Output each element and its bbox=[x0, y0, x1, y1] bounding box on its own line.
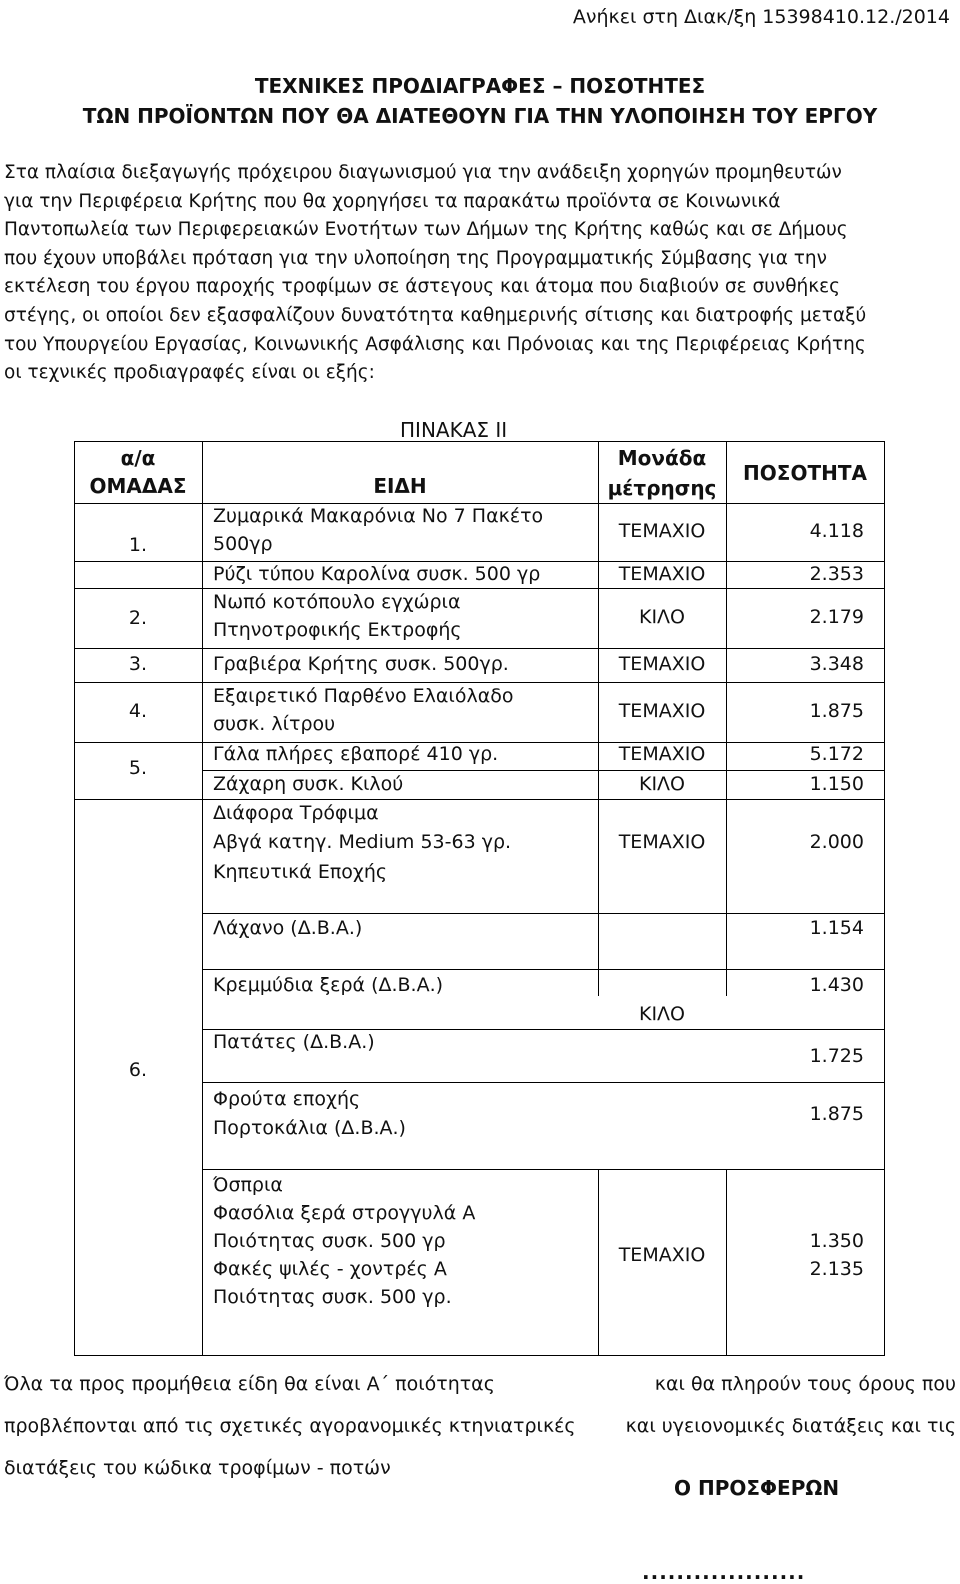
item-quantity: 2.353 bbox=[809, 563, 864, 585]
title-line-2: ΤΩΝ ΠΡΟΪΟΝΤΩΝ ΠΟΥ ΘΑ ΔΙΑΤΕΘΟΥΝ ΓΙΑ ΤΗΝ ΥΛΟΠΟΙΗΣΗ ΤΟΥ ΕΡΓΟΥ bbox=[82, 104, 878, 128]
section-heading: Διάφορα Τρόφιμα bbox=[213, 802, 379, 824]
section-heading: Όσπρια bbox=[213, 1174, 283, 1196]
intro-line: που έχουν υποβάλει πρόταση για την υλοποίηση της Προγραμματικής Σύμβασης για την bbox=[4, 247, 827, 269]
footer-line-1 bbox=[4, 1373, 956, 1395]
intro-line: οι τεχνικές προδιαγραφές είναι οι εξής: bbox=[4, 362, 375, 384]
group-number: 2. bbox=[128, 607, 148, 629]
item-quantity: 1.875 bbox=[809, 700, 864, 722]
item-name: Ζάχαρη συσκ. Κιλού bbox=[213, 773, 404, 795]
group-number: 4. bbox=[128, 700, 148, 722]
item-quantity: 2.135 bbox=[809, 1258, 864, 1280]
header-unit: Μονάδα bbox=[617, 446, 707, 470]
item-quantity: 1.725 bbox=[809, 1045, 864, 1067]
footer-text: και υγειονομικές διατάξεις και τις bbox=[625, 1415, 956, 1437]
item-name: Πτηνοτροφικής Εκτροφής bbox=[213, 619, 462, 641]
item-name: συσκ. λίτρου bbox=[213, 713, 336, 735]
item-quantity: 1.150 bbox=[809, 773, 864, 795]
item-name: Λάχανο (Δ.Β.Α.) bbox=[213, 917, 363, 939]
item-quantity: 3.348 bbox=[809, 653, 864, 675]
item-unit: ΤΕΜΑΧΙΟ bbox=[618, 1244, 706, 1266]
column-divider bbox=[726, 1169, 727, 1356]
item-unit: ΤΕΜΑΧΙΟ bbox=[618, 653, 706, 675]
item-unit: ΤΕΜΑΧΙΟ bbox=[618, 563, 706, 585]
item-name: Εξαιρετικό Παρθένο Ελαιόλαδο bbox=[213, 685, 514, 707]
signature-line: ................... bbox=[642, 1560, 806, 1584]
table-border-bottom bbox=[74, 1355, 884, 1356]
item-unit: ΤΕΜΑΧΙΟ bbox=[618, 520, 706, 542]
item-unit: ΚΙΛΟ bbox=[638, 1003, 685, 1025]
table-border-right bbox=[884, 441, 885, 1356]
footer-text: προβλέπονται από τις σχετικές αγορανομικές κτηνιατρικές bbox=[4, 1415, 576, 1437]
row-divider bbox=[74, 588, 884, 589]
item-name: Ποιότητας συσκ. 500 γρ. bbox=[213, 1286, 452, 1308]
table-border-left bbox=[74, 441, 75, 1356]
item-name: Γραβιέρα Κρήτης συσκ. 500γρ. bbox=[213, 653, 509, 675]
item-name: Πορτοκάλια (Δ.Β.Α.) bbox=[213, 1117, 406, 1139]
group-number: 1. bbox=[128, 534, 148, 556]
row-divider bbox=[202, 969, 884, 970]
item-quantity: 5.172 bbox=[809, 743, 864, 765]
intro-line: στέγης, οι οποίοι δεν εξασφαλίζουν δυνατότητα καθημερινής σίτισης και διατροφής μεταξύ bbox=[4, 304, 867, 326]
item-quantity: 1.430 bbox=[809, 974, 864, 996]
column-divider bbox=[202, 441, 203, 1356]
header-aa: α/α bbox=[120, 446, 156, 470]
signer-label: Ο ΠΡΟΣΦΕΡΩΝ bbox=[674, 1476, 840, 1500]
item-quantity: 2.000 bbox=[809, 831, 864, 853]
item-quantity: 1.154 bbox=[809, 917, 864, 939]
item-unit: ΤΕΜΑΧΙΟ bbox=[618, 743, 706, 765]
products-table bbox=[74, 441, 884, 1356]
item-name: Φρούτα εποχής bbox=[213, 1088, 361, 1110]
item-name: Φασόλια ξερά στρογγυλά Α bbox=[213, 1202, 476, 1224]
header-quantity: ΠΟΣΟΤΗΤΑ bbox=[743, 461, 867, 485]
title-line-1: ΤΕΧΝΙΚΕΣ ΠΡΟΔΙΑΓΡΑΦΕΣ – ΠΟΣΟΤΗΤΕΣ bbox=[254, 74, 706, 98]
row-divider bbox=[74, 648, 884, 649]
item-quantity: 1.350 bbox=[809, 1230, 864, 1252]
item-quantity: 4.118 bbox=[809, 520, 864, 542]
header-items: ΕΙΔΗ bbox=[373, 474, 427, 498]
document-reference: Ανήκει στη Διακ/ξη 15398410.12./2014 bbox=[572, 6, 950, 28]
group-number: 6. bbox=[128, 1059, 148, 1081]
item-name: Αβγά κατηγ. Medium 53-63 γρ. bbox=[213, 831, 512, 853]
item-name: Πατάτες (Δ.Β.Α.) bbox=[213, 1031, 375, 1053]
item-name: Ρύζι τύπου Καρολίνα συσκ. 500 γρ bbox=[213, 563, 541, 585]
row-divider bbox=[202, 1169, 884, 1170]
row-divider bbox=[202, 1082, 884, 1083]
footer-line-3: διατάξεις του κώδικα τροφίμων - ποτών bbox=[4, 1457, 391, 1479]
header-group: ΟΜΑΔΑΣ bbox=[89, 474, 187, 498]
intro-line: του Υπουργείου Εργασίας, Κοινωνικής Ασφάλισης και Πρόνοιας και της Περιφέρειας Κρήτης bbox=[4, 333, 866, 355]
item-unit: ΤΕΜΑΧΙΟ bbox=[618, 700, 706, 722]
footer-line-2 bbox=[4, 1415, 956, 1437]
item-name: Φακές ψιλές - χοντρές Α bbox=[213, 1258, 447, 1280]
group-number: 5. bbox=[128, 757, 148, 779]
intro-line: Παντοπωλεία των Περιφερειακών Ενοτήτων των Δήμων της Κρήτης καθώς και σε Δήμους bbox=[4, 219, 848, 241]
item-name: Γάλα πλήρες εβαπορέ 410 γρ. bbox=[213, 743, 499, 765]
intro-line: Στα πλαίσια διεξαγωγής πρόχειρου διαγωνισμού για την ανάδειξη χορηγών προμηθευτών bbox=[4, 162, 842, 183]
table-name: ΠΙΝΑΚΑΣ ΙΙ bbox=[400, 418, 508, 442]
intro-paragraph bbox=[4, 159, 956, 388]
intro-line: εκτέλεση του έργου παροχής τροφίμων σε άστεγους και άτομα που διαβιούν σε συνθήκες bbox=[4, 276, 841, 298]
item-name: Ποιότητας συσκ. 500 γρ bbox=[213, 1230, 446, 1252]
row-divider bbox=[74, 441, 884, 442]
item-unit: ΚΙΛΟ bbox=[638, 606, 685, 628]
section-heading: Κηπευτικά Εποχής bbox=[213, 861, 388, 883]
item-unit: ΤΕΜΑΧΙΟ bbox=[618, 831, 706, 853]
header-unit-2: μέτρησης bbox=[607, 476, 717, 500]
row-divider bbox=[74, 799, 884, 800]
footer-text: Όλα τα προς προμήθεια είδη θα είναι Α΄ ποιότητας bbox=[4, 1373, 495, 1395]
group-number: 3. bbox=[128, 653, 148, 675]
item-name: Ζυμαρικά Μακαρόνια Νο 7 Πακέτο bbox=[213, 505, 544, 527]
item-name: Νωπό κοτόπουλο εγχώρια bbox=[213, 591, 461, 613]
item-quantity: 2.179 bbox=[809, 606, 864, 628]
item-quantity: 1.875 bbox=[809, 1103, 864, 1125]
footer-text: και θα πληρούν τους όρους που bbox=[654, 1373, 956, 1395]
item-name: Κρεμμύδια ξερά (Δ.Β.Α.) bbox=[213, 974, 444, 996]
item-unit: ΚΙΛΟ bbox=[638, 773, 685, 795]
intro-line: για την Περιφέρεια Κρήτης που θα χορηγήσει τα παρακάτω προϊόντα σε Κοινωνικά bbox=[4, 190, 781, 212]
item-name: 500γρ bbox=[213, 533, 273, 555]
